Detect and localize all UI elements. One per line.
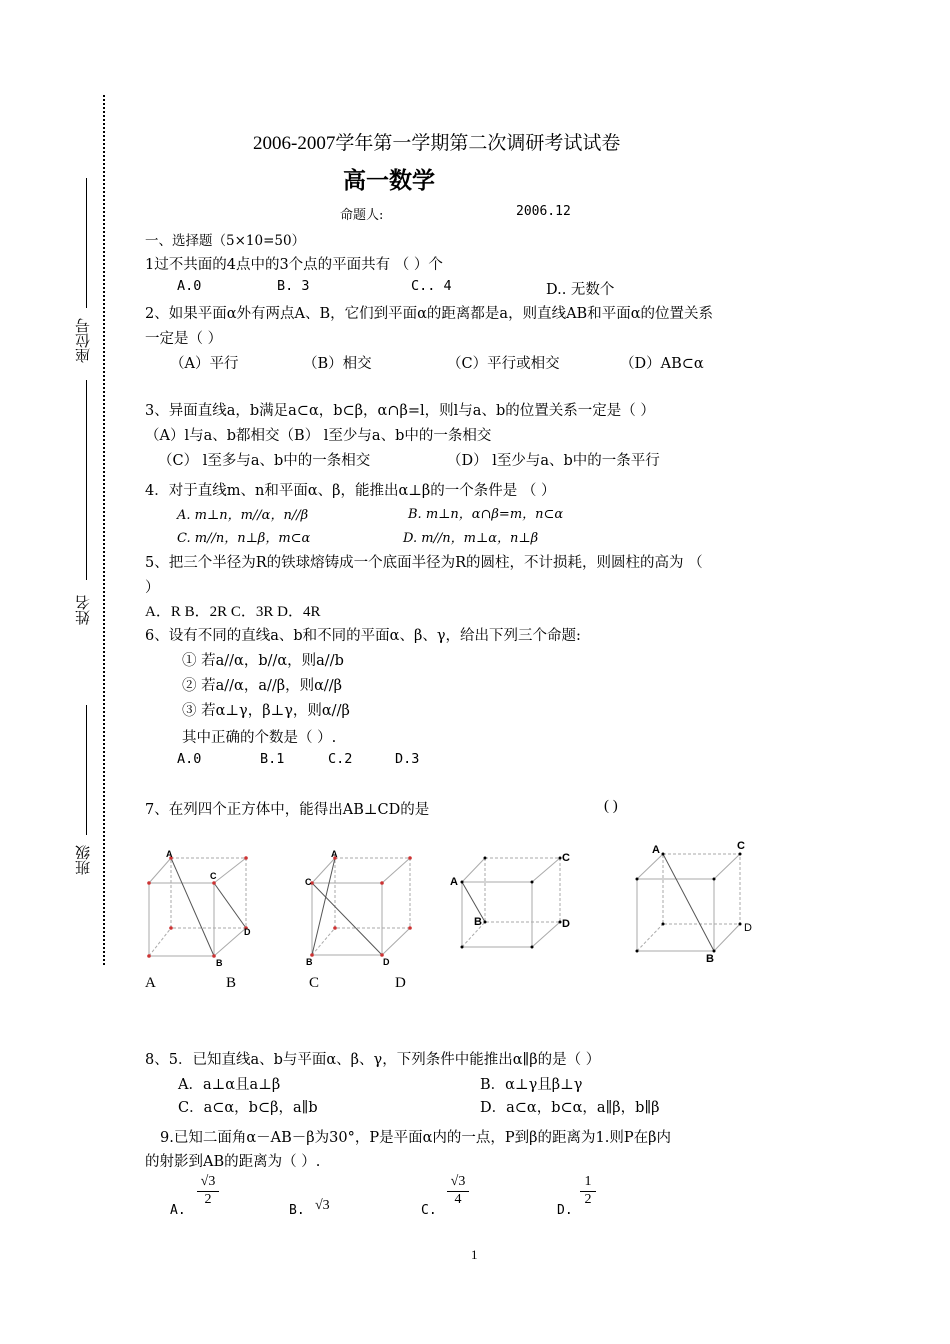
- exam-date: 2006.12: [516, 204, 571, 219]
- page-number: 1: [471, 1247, 478, 1262]
- q6-option-b: B.1: [260, 751, 285, 767]
- q4-option-c: C. m//n，n⊥β，m⊂α: [177, 531, 311, 546]
- author-label: 命题人:: [340, 208, 384, 223]
- cube-c-label-b: B: [474, 916, 482, 928]
- q1-option-d: D.. 无数个: [546, 282, 615, 298]
- cube-b-label-c: C: [305, 877, 312, 887]
- q9-option-d-fraction: [580, 1174, 596, 1208]
- cube-a-label-a: A: [166, 849, 173, 859]
- q5-stem: 5、把三个半径为R的铁球熔铸成一个底面半径为R的圆柱，不计损耗，则圆柱的高为 （: [145, 555, 703, 571]
- q9-option-c-den: 4: [454, 1192, 462, 1207]
- cube-c-label-d: D: [562, 918, 570, 930]
- class-label: 班级: [74, 845, 92, 875]
- subject-title: 高一数学: [343, 167, 435, 193]
- q9-option-a-fraction: [197, 1174, 219, 1208]
- cube-d-label-b: B: [706, 953, 714, 965]
- cube-d-label-a: A: [652, 844, 660, 856]
- q8-option-c: C．a⊂α，b⊂β，a∥b: [178, 1100, 318, 1116]
- q2-stem-cont: 一定是（ ）: [145, 331, 223, 347]
- binding-dotted-line: [103, 95, 105, 965]
- seat-rule: [86, 178, 87, 308]
- q9-option-d-den: 2: [584, 1192, 592, 1207]
- cube-a-label-d: D: [244, 927, 251, 937]
- q8-stem: 8、5．已知直线a、b与平面α、β、γ，下列条件中能推出α∥β的是（ ）: [145, 1052, 601, 1068]
- cube-d-label-c: C: [737, 840, 745, 852]
- cube-d-label-d: D: [744, 922, 752, 934]
- q9-option-b-value: √3: [315, 1198, 330, 1213]
- name-rule: [86, 380, 87, 580]
- q8-option-a: A．a⊥α且a⊥β: [178, 1077, 281, 1093]
- q4-option-d: D. m//n，m⊥α，n⊥β: [403, 531, 539, 546]
- page-title: 2006-2007学年第一学期第二次调研考试试卷: [253, 133, 621, 154]
- q9-option-c-letter: C.: [421, 1203, 437, 1218]
- q3-stem: 3、异面直线a，b满足a⊂α，b⊂β，α∩β=l，则l与a、b的位置关系一定是（ ）: [145, 403, 655, 419]
- seat-label: 座位号: [74, 318, 92, 363]
- q2-stem: 2、如果平面α外有两点A、B，它们到平面α的距离都是a，则直线AB和平面α的位置关系: [145, 306, 713, 322]
- q2-option-d: （D）AB⊂α: [620, 356, 704, 372]
- q3-option-ab: （A）l与a、b都相交（B） l至少与a、b中的一条相交: [145, 428, 492, 444]
- q8-option-d: D．a⊂α，b⊂α，a∥β，b∥β: [480, 1100, 660, 1116]
- section-heading: 一、选择题（5×10=50）: [145, 233, 306, 249]
- cube-b-label-a: A: [331, 849, 338, 859]
- cube-b-label-d: D: [383, 957, 390, 967]
- q3-option-d: （D） l至少与a、b中的一条平行: [447, 453, 660, 469]
- q8-option-b: B．α⊥γ且β⊥γ: [480, 1077, 583, 1093]
- q9-option-a-letter: A.: [170, 1203, 186, 1218]
- q9-stem: 9.已知二面角α－AB－β为30°，P是平面α内的一点，P到β的距离为1.则P在β内: [160, 1130, 671, 1146]
- q7-label-c: C: [309, 975, 320, 991]
- cube-b-label-b: B: [306, 957, 313, 967]
- q6-ask: 其中正确的个数是（ ）.: [182, 730, 337, 746]
- q6-option-a: A.0: [177, 751, 202, 767]
- q6-stem: 6、设有不同的直线a、b和不同的平面α、β、γ，给出下列三个命题:: [145, 628, 581, 644]
- cube-a-label-c: C: [210, 871, 217, 881]
- q9-option-a-den: 2: [204, 1192, 212, 1207]
- cube-a-label-b: B: [216, 958, 223, 968]
- q7-label-a: A: [145, 975, 156, 991]
- q9-option-d-num: 1: [580, 1174, 596, 1192]
- q2-option-a: （A）平行: [170, 356, 239, 372]
- q1-option-c: C.. 4: [411, 278, 452, 294]
- q9-option-a-num: √3: [197, 1174, 219, 1192]
- q9-option-d-letter: D.: [557, 1203, 573, 1218]
- q4-option-a: A. m⊥n，m//α，n//β: [177, 508, 309, 523]
- q9-option-c-fraction: [447, 1174, 469, 1208]
- q2-option-b: （B）相交: [303, 356, 372, 372]
- cube-c-label-a: A: [450, 876, 458, 888]
- q1-option-a: A.0: [177, 278, 202, 294]
- cube-figure-c: [447, 845, 577, 955]
- q5-stem-cont: ）: [145, 580, 160, 596]
- q5-options: A．R B．2R C．3R D．4R: [145, 604, 321, 620]
- cube-c-label-c: C: [562, 852, 570, 864]
- q6-item-2: ② 若a//α，a//β，则α//β: [182, 678, 343, 694]
- q9-option-b-letter: B.: [289, 1203, 305, 1218]
- q1-stem: 1过不共面的4点中的3个点的平面共有 （ ）个: [145, 257, 443, 273]
- q6-option-c: C.2: [328, 751, 353, 767]
- class-rule: [86, 705, 87, 835]
- q7-label-b: B: [226, 975, 237, 991]
- q3-option-c: （C） l至多与a、b中的一条相交: [158, 453, 371, 469]
- q7-label-d: D: [395, 975, 406, 991]
- cube-figure-d: [625, 836, 760, 966]
- q1-option-b: B. 3: [277, 278, 310, 294]
- q6-item-1: ① 若a//α，b//α，则a//b: [182, 653, 344, 669]
- name-label: 姓名: [74, 595, 92, 625]
- q9-stem-cont: 的射影到AB的距离为（ ）.: [145, 1154, 321, 1170]
- q7-answer-paren: ( ): [604, 798, 618, 814]
- q4-stem: 4．对于直线m、n和平面α、β，能推出α⊥β的一个条件是 （ ）: [145, 483, 556, 499]
- q7-stem: 7、在列四个正方体中，能得出AB⊥CD的是: [145, 802, 430, 818]
- q6-item-3: ③ 若α⊥γ，β⊥γ，则α//β: [182, 703, 350, 719]
- q4-option-b: B. m⊥n，α∩β=m，n⊂α: [408, 507, 564, 522]
- cube-figure-a: [138, 845, 258, 970]
- q6-option-d: D.3: [395, 751, 420, 767]
- q2-option-c: （C）平行或相交: [447, 356, 560, 372]
- q9-option-c-num: √3: [447, 1174, 469, 1192]
- cube-figure-b: [300, 845, 420, 970]
